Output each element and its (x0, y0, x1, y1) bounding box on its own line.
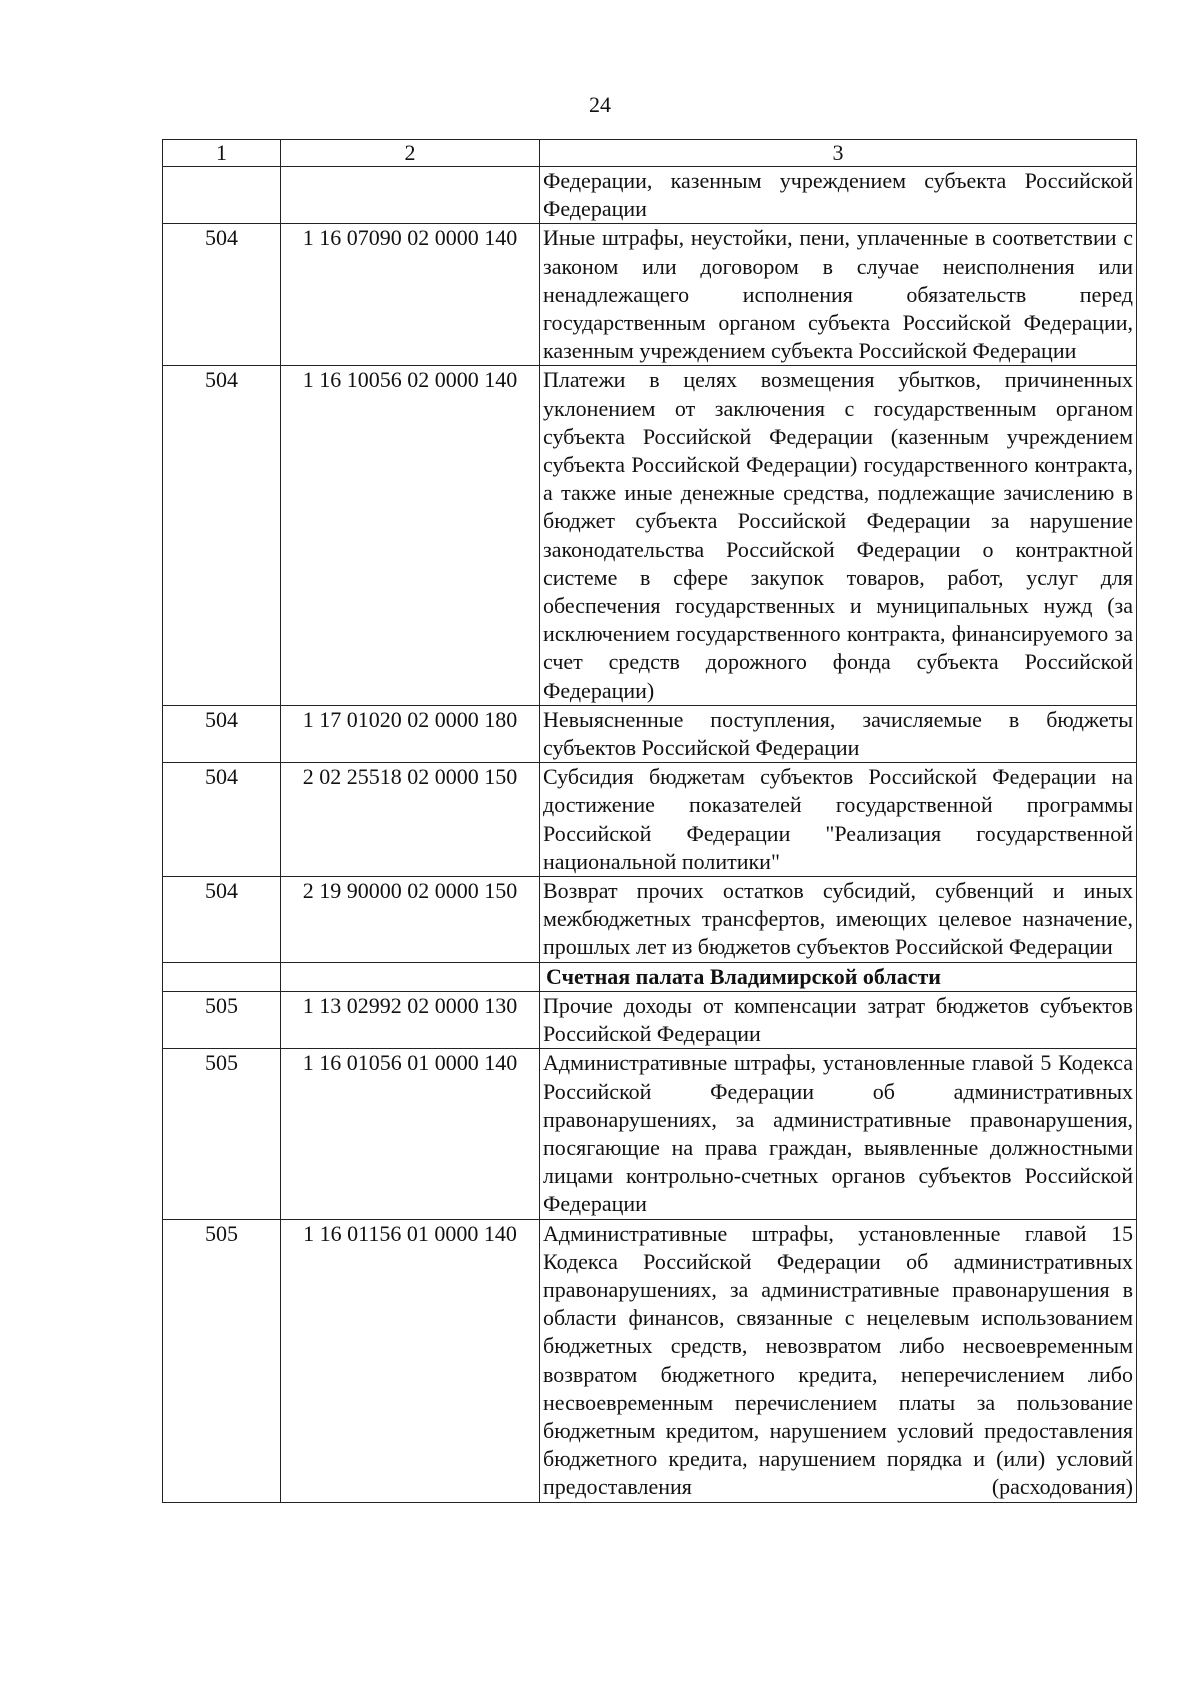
revenue-name-cell: Административные штрафы, установленные главой 15 Кодекса Российской Федерации об административных правонарушениях, за административные правонарушения в области финансов, связанные с нецелевым использованием бюджетных средств, невозвратом либо несвоевременным возвратом бюджетного кредита, неперечислением либо несвоевременным перечислением платы за пользование бюджетным кредитом, нарушением условий предоставления бюджетного кредита, нарушением порядка и (или) условий предоставления (расходования) (540, 1219, 1137, 1502)
administrator-code-cell: 505 (163, 991, 281, 1048)
table-row (163, 705, 1137, 762)
page-number: 24 (589, 92, 611, 117)
table-row (163, 1049, 1137, 1219)
budget-classification-code-cell: 1 16 07090 02 0000 140 (281, 224, 540, 366)
administrator-code-cell: 504 (163, 366, 281, 705)
table-row (163, 167, 1137, 224)
administrator-code-cell: 504 (163, 877, 281, 963)
table-row (163, 1219, 1137, 1502)
budget-classification-code-cell (281, 962, 540, 991)
revenue-codes-table (162, 139, 1137, 1503)
budget-classification-code-cell: 1 16 10056 02 0000 140 (281, 366, 540, 705)
administrator-code-cell: 505 (163, 1049, 281, 1219)
table-row (163, 991, 1137, 1048)
table-row (163, 366, 1137, 705)
revenue-name-cell: Административные штрафы, установленные главой 5 Кодекса Российской Федерации об административных правонарушениях, за административные правонарушения, посягающие на права граждан, выявленные должностными лицами контрольно-счетных органов субъектов Российской Федерации (540, 1049, 1137, 1219)
table-body (163, 167, 1137, 1503)
table-header (163, 140, 1137, 167)
administrator-code-cell (163, 962, 281, 991)
budget-classification-code-cell: 1 17 01020 02 0000 180 (281, 705, 540, 762)
revenue-name-cell: Прочие доходы от компенсации затрат бюджетов субъектов Российской Федерации (540, 991, 1137, 1048)
revenue-name-cell: Иные штрафы, неустойки, пени, уплаченные в соответствии с законом или договором в случае неисполнения или ненадлежащего исполнения обязательств перед государственным органом субъекта Российской Федерации, казенным учреждением субъекта Российской Федерации (540, 224, 1137, 366)
revenue-name-cell: Невыясненные поступления, зачисляемые в бюджеты субъектов Российской Федерации (540, 705, 1137, 762)
table-row (163, 224, 1137, 366)
section-header-row (163, 962, 1137, 991)
administrator-code-cell: 504 (163, 224, 281, 366)
table-header-row (163, 140, 1137, 167)
administrator-code-cell (163, 167, 281, 224)
budget-classification-code-cell: 2 02 25518 02 0000 150 (281, 763, 540, 877)
administrator-code-cell: 504 (163, 763, 281, 877)
column-header-1: 1 (163, 140, 281, 167)
budget-classification-code-cell (281, 167, 540, 224)
revenue-name-cell: Федерации, казенным учреждением субъекта Российской Федерации (540, 167, 1137, 224)
budget-classification-code-cell: 1 16 01156 01 0000 140 (281, 1219, 540, 1502)
revenue-name-cell: Платежи в целях возмещения убытков, причиненных уклонением от заключения с государственным органом субъекта Российской Федерации (казенным учреждением субъекта Российской Федерации) государственного контракта, а также иные денежные средства, подлежащие зачислению в бюджет субъекта Российской Федерации за нарушение законодательства Российской Федерации о контрактной системе в сфере закупок товаров, работ, услуг для обеспечения государственных и муниципальных нужд (за исключением государственного контракта, финансируемого за счет средств дорожного фонда субъекта Российской Федерации) (540, 366, 1137, 705)
administrator-code-cell: 504 (163, 705, 281, 762)
administrator-code-cell: 505 (163, 1219, 281, 1502)
table-row (163, 877, 1137, 963)
column-header-3: 3 (540, 140, 1137, 167)
revenue-name-cell: Субсидия бюджетам субъектов Российской Федерации на достижение показателей государственной программы Российской Федерации "Реализация государственной национальной политики" (540, 763, 1137, 877)
budget-classification-code-cell: 1 13 02992 02 0000 130 (281, 991, 540, 1048)
budget-classification-code-cell: 1 16 01056 01 0000 140 (281, 1049, 540, 1219)
revenue-name-cell: Возврат прочих остатков субсидий, субвенций и иных межбюджетных трансфертов, имеющих целевое назначение, прошлых лет из бюджетов субъектов Российской Федерации (540, 877, 1137, 963)
budget-classification-code-cell: 2 19 90000 02 0000 150 (281, 877, 540, 963)
administrator-name-heading: Счетная палата Владимирской области (540, 962, 1137, 991)
column-header-2: 2 (281, 140, 540, 167)
table-row (163, 763, 1137, 877)
